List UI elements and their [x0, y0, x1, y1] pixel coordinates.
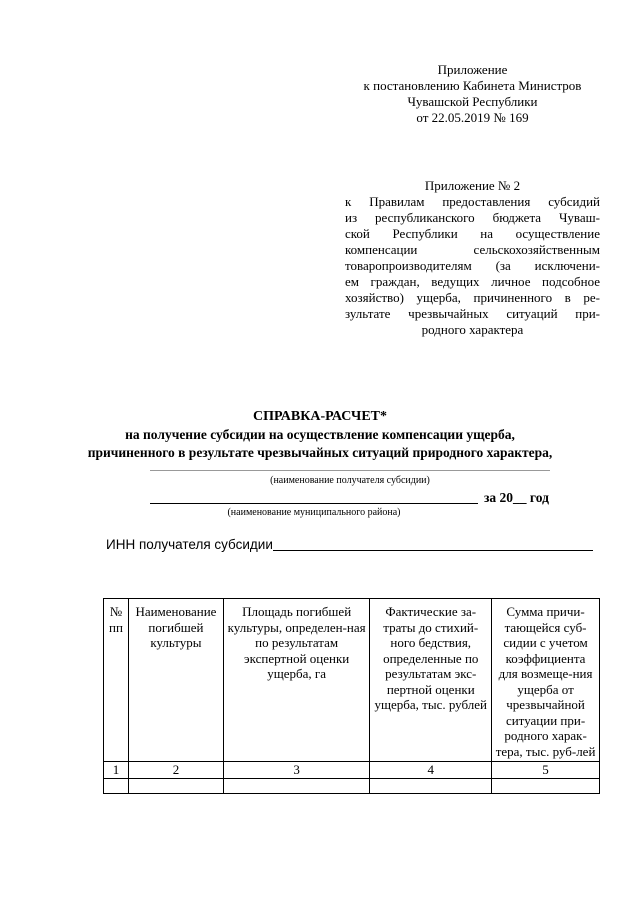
table-column-numbers-row: [104, 762, 600, 779]
document-title: СПРАВКА-РАСЧЕТ*: [252, 409, 388, 424]
inn-label: ИНН получателя субсидии: [106, 537, 273, 552]
column-number-cell: 3: [223, 762, 369, 779]
appendix2-line: к Правилам предоставления субсидий: [345, 194, 600, 209]
appendix2-title: Приложение № 2: [424, 178, 521, 193]
calculation-table: [103, 598, 600, 794]
appendix-block: [345, 62, 600, 126]
appendix2-line: товаропроизводителям (за исключени-: [345, 258, 600, 273]
appendix2-line: родного характера: [421, 322, 524, 337]
recipient-name-line[interactable]: [150, 470, 550, 471]
table-cell[interactable]: [104, 778, 129, 793]
appendix-title: Приложение: [437, 62, 508, 77]
column-number-cell: 4: [370, 762, 492, 779]
appendix2-line: ем граждан, ведущих личное подсобное: [345, 274, 600, 289]
appendix-line-date: от 22.05.2019 № 169: [416, 110, 529, 125]
table-cell[interactable]: [128, 778, 223, 793]
appendix-line-republic: Чувашской Республики: [407, 94, 538, 109]
header-cell-number: № пп: [104, 599, 129, 762]
district-name-line[interactable]: [150, 503, 478, 504]
header-cell-subsidy-amount: Сумма причи-тающейся суб-сидии с учетом коэффициента для возмеще-ния ущерба от чрезвычайной ситуации при-родного харак-тера, тыс. руб-лей: [492, 599, 600, 762]
appendix2-line: ской Республики на осуществление: [345, 226, 600, 241]
header-cell-crop-name: Наименование погибшей культуры: [128, 599, 223, 762]
appendix2-line: хозяйство) ущерба, причиненного в ре-: [345, 290, 600, 305]
recipient-caption: (наименование получателя субсидии): [270, 475, 430, 486]
inn-input-line[interactable]: [273, 550, 593, 551]
header-cell-area: Площадь погибшей культуры, определен-ная по результатам экспертной оценки ущерба, га: [223, 599, 369, 762]
appendix-line-decree: к постановлению Кабинета Министров: [363, 78, 582, 93]
table-row: [104, 778, 600, 793]
table-cell[interactable]: [492, 778, 600, 793]
appendix2-line: зультате чрезвычайных ситуаций при-: [345, 306, 600, 321]
appendix2-line: компенсации сельскохозяйственным: [345, 242, 600, 257]
document-subtitle-1: на получение субсидии на осуществление компенсации ущерба,: [125, 427, 515, 442]
year-label: за 20__ год: [484, 490, 549, 505]
table-header-row: [104, 599, 600, 762]
document-subtitle-2: причиненного в результате чрезвычайных ситуаций природного характера,: [87, 445, 553, 460]
appendix2-block: [345, 178, 600, 338]
district-caption: (наименование муниципального района): [227, 507, 401, 518]
column-number-cell: 2: [128, 762, 223, 779]
appendix2-line: из республиканского бюджета Чуваш-: [345, 210, 600, 225]
column-number-cell: 5: [492, 762, 600, 779]
column-number-cell: 1: [104, 762, 129, 779]
table-cell[interactable]: [370, 778, 492, 793]
header-cell-actual-costs: Фактические за-траты до стихий-ного бедствия, определенные по результатам экс-пертной оценки ущерба, тыс. рублей: [370, 599, 492, 762]
table-cell[interactable]: [223, 778, 369, 793]
